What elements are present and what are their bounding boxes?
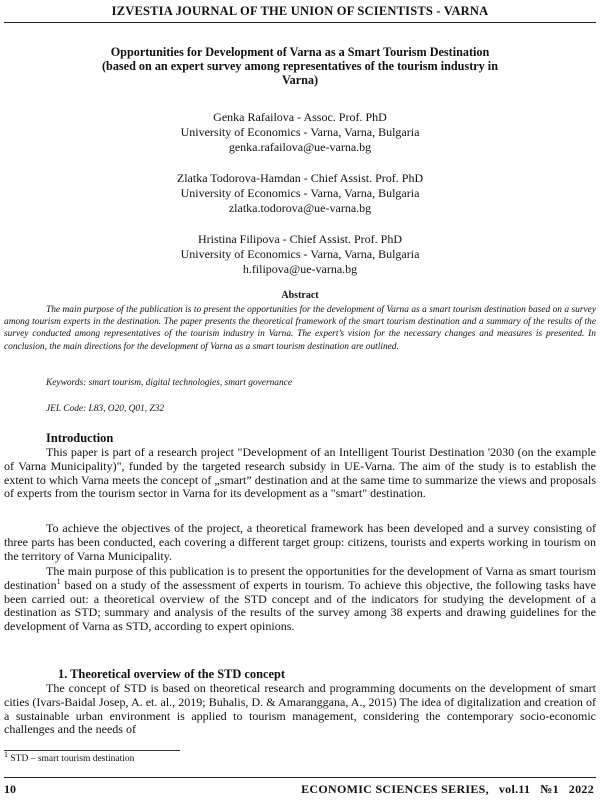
paper-title bbox=[40, 45, 560, 87]
keywords: Keywords: smart tourism, digital technologies, smart governance bbox=[46, 378, 292, 388]
author-email: h.filipova@ue-varna.bg bbox=[242, 262, 358, 276]
author-name: Genka Rafailova - Assoc. Prof. PhD bbox=[213, 110, 387, 124]
introduction-heading: Introduction bbox=[46, 431, 114, 445]
title-line-3: Varna) bbox=[281, 73, 319, 87]
footnote-ref[interactable]: 1 bbox=[56, 576, 61, 586]
author-block-1 bbox=[0, 110, 600, 155]
abstract-heading: Abstract bbox=[281, 290, 319, 301]
author-block-3 bbox=[0, 232, 600, 277]
header-rule bbox=[4, 22, 596, 23]
footnote-text: STD – smart tourism destination bbox=[8, 754, 135, 764]
footnote bbox=[4, 749, 135, 764]
intro-paragraph-3 bbox=[4, 565, 596, 634]
footer-rule bbox=[4, 777, 596, 778]
journal-header: IZVESTIA JOURNAL OF THE UNION OF SCIENTISTS - VARNA bbox=[111, 4, 489, 18]
author-block-2 bbox=[0, 171, 600, 216]
series-info: ECONOMIC SCIENCES SERIES, vol.11 №1 2022 bbox=[301, 782, 594, 796]
intro-paragraph-3-rest: based on a study of the assessment of experts in tourism. To achieve this objective, the following tasks have been carried out: a theoretical overview of the STD concept and of the indicators for studying the development of a destination as STD; summary and analysis of the results of the survey among 38 experts and drawing guidelines for the development of Varna as STD, according to expert opinions. bbox=[4, 577, 596, 634]
author-email: genka.rafailova@ue-varna.bg bbox=[228, 140, 372, 154]
intro-paragraph-3-start: The main purpose of this publication is to present the opportunities for the development of Varna as smart tourism destination bbox=[4, 564, 596, 592]
intro-paragraph-2: To achieve the objectives of the project, a theoretical framework has been developed and a survey consisting of three parts has been conducted, each covering a different target group: citizens, tourists and experts working in tourism on the territory of Varna Municipality. bbox=[4, 521, 596, 563]
abstract-text: The main purpose of the publication is to present the opportunities for the development of Varna as a smart tourism destination based on a survey among tourism experts in the destination. The paper presents the theoretical framework of the smart tourism destination and a summary of the results of the survey conducted among representatives of the tourism industry in Varna. The expert’s vision for the necessary changes and measures is presented. In conclusion, the main directions for the development of Varna as a smart tourism destination are outlined. bbox=[4, 305, 596, 352]
footnote-mark: 1 bbox=[4, 749, 8, 759]
author-name: Hristina Filipova - Chief Assist. Prof. PhD bbox=[197, 232, 402, 246]
title-line-1: Opportunities for Development of Varna as a Smart Tourism Destination bbox=[110, 45, 490, 59]
footnote-rule bbox=[4, 750, 180, 751]
jel-codes: JEL Code: L83, O20, Q01, Z32 bbox=[46, 404, 165, 414]
section-1-heading: 1. Theoretical overview of the STD concept bbox=[58, 667, 286, 681]
page-number: 10 bbox=[4, 782, 16, 796]
author-email: zlatka.todorova@ue-varna.bg bbox=[228, 201, 372, 215]
title-line-2: (based on an expert survey among representatives of the tourism industry in bbox=[102, 59, 498, 73]
section-1-paragraph-1: The concept of STD is based on theoretical research and programming documents on the development of smart cities (Ivars-Baidal Josep, A. et. al., 2019; Buhalis, D. & Amaranggana, A., 2015) The idea of digitalization and creation of a sustainable urban environment is applied to tourism management, considering the contemporary socio-economic challenges and the needs of bbox=[4, 681, 596, 737]
author-affiliation: University of Economics - Varna, Varna, Bulgaria bbox=[180, 247, 420, 261]
author-affiliation: University of Economics - Varna, Varna, Bulgaria bbox=[180, 186, 420, 200]
intro-paragraph-1: This paper is part of a research project "Development of an Intelligent Tourist Destination '2030 (on the example of Varna Municipality)", funded by the targeted research subsidy in UE-Varna. The aim of the study is to establish the extent to which Varna meets the concept of „smart” destination and at the same time to summarize the views and proposals of experts from the tourism sector in Varna for its development as a "smart" destination. bbox=[4, 445, 596, 501]
author-name: Zlatka Todorova-Hamdan - Chief Assist. Prof. PhD bbox=[176, 171, 424, 185]
author-affiliation: University of Economics - Varna, Varna, Bulgaria bbox=[180, 125, 420, 139]
